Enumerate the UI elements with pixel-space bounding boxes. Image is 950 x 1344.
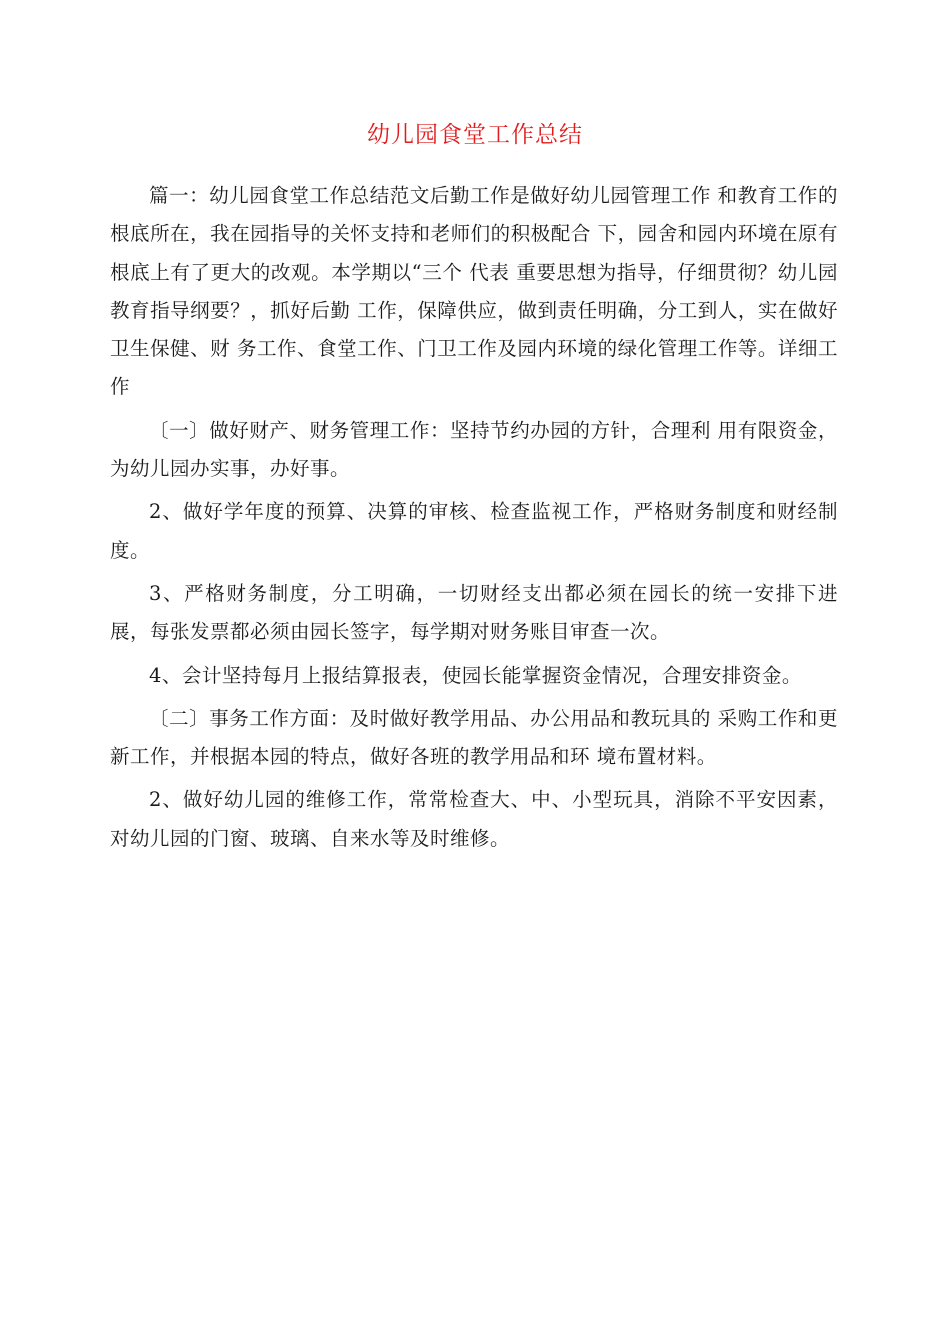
paragraph-section-2: 〔二〕事务工作方面：及时做好教学用品、办公用品和教玩具的 采购工作和更新工作，并根据本园的特点，做好各班的教学用品和环 境布置材料。 <box>110 706 838 769</box>
paragraph-section-2-item-2: 2、做好幼儿园的维修工作，常常检查大、中、小型玩具，消除不平安因素，对幼儿园的门窗、玻璃、自来水等及时维修。 <box>110 788 838 850</box>
document-title: 幼儿园食堂工作总结 <box>367 122 583 148</box>
paragraph-section-1: 〔一〕做好财产、财务管理工作：坚持节约办园的方针，合理利 用有限资金，为幼儿园办实事，办好事。 <box>110 418 838 481</box>
paragraph-item-2: 2、做好学年度的预算、决算的审核、检查监视工作，严格财务制度和财经制度。 <box>110 500 838 562</box>
paragraph-item-4: 4、会计坚持每月上报结算报表，使园长能掌握资金情况，合理安排资金。 <box>149 663 802 687</box>
document-body <box>110 177 838 863</box>
paragraph-item-3: 3、严格财务制度，分工明确，一切财经支出都必须在园长的统一安排下进展，每张发票都必须由园长签字，每学期对财务账目审查一次。 <box>110 581 838 644</box>
paragraph-intro: 篇一：幼儿园食堂工作总结范文后勤工作是做好幼儿园管理工作 和教育工作的根底所在，我在园指导的关怀支持和老师们的积极配合 下，园舍和园内环境在原有根底上有了更大的改观。本学期以“三个 代表 重要思想为指导，仔细贯彻？幼儿园教育指导纲要？，抓好后勤 工作，保障供应，做到责任明确，分工到人，实在做好卫生保健、财 务工作、食堂工作、门卫工作及园内环境的绿化管理工作等。详细工 作 <box>110 184 838 399</box>
